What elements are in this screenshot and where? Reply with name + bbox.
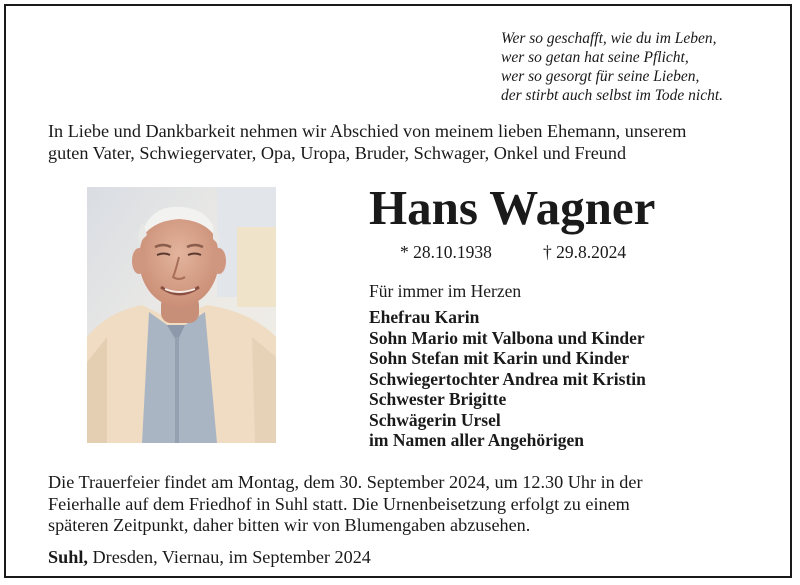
poem-line: wer so getan hat seine Pflicht, bbox=[501, 49, 689, 66]
service-line: Die Trauerfeier findet am Montag, dem 30. September 2024, um 12.30 Uhr in der bbox=[48, 472, 643, 492]
place-and-date bbox=[48, 546, 788, 568]
motto: Für immer im Herzen bbox=[369, 281, 522, 301]
mourner-entry: Sohn Stefan mit Karin und Kinder bbox=[369, 348, 630, 368]
birth-date: * 28.10.1938 bbox=[400, 242, 492, 262]
mourner-entry: Schwägerin Ursel bbox=[369, 409, 501, 430]
mourner-entry: Schwester Brigitte bbox=[369, 389, 507, 409]
place-rest: Dresden, Viernau, im September 2024 bbox=[87, 547, 371, 567]
mourner-entry: im Namen aller Angehörigen bbox=[369, 430, 585, 450]
portrait-photo bbox=[87, 187, 276, 443]
memorial-poem bbox=[501, 29, 786, 105]
funeral-service-info bbox=[48, 472, 788, 537]
mourner-entry: Schwiegertochter Andrea mit Kristin bbox=[369, 368, 646, 389]
intro-line: guten Vater, Schwiegervater, Opa, Uropa, Bruder, Schwager, Onkel und Freund bbox=[48, 143, 627, 163]
service-line: späteren Zeitpunkt, daher bitten wir von Blumengaben abzusehen. bbox=[48, 515, 531, 535]
poem-line: der stirbt auch selbst im Tode nicht. bbox=[501, 87, 724, 104]
service-line: Feierhalle auf dem Friedhof in Suhl statt. Die Urnenbeisetzung erfolgt zu einem bbox=[48, 493, 630, 514]
poem-line: wer so gesorgt für seine Lieben, bbox=[501, 68, 700, 85]
poem-line: Wer so geschafft, wie du im Leben, bbox=[501, 30, 717, 47]
death-date: † 29.8.2024 bbox=[543, 242, 627, 262]
mourners-list bbox=[369, 307, 789, 451]
farewell-intro bbox=[48, 120, 788, 164]
deceased-name: Hans Wagner bbox=[369, 180, 656, 235]
mourner-entry: Sohn Mario mit Valbona und Kinder bbox=[369, 327, 645, 348]
mourner-entry: Ehefrau Karin bbox=[369, 307, 480, 327]
intro-line: In Liebe und Dankbarkeit nehmen wir Abschied von meinem lieben Ehemann, unserem bbox=[48, 121, 687, 141]
place-bold: Suhl, bbox=[48, 547, 88, 567]
